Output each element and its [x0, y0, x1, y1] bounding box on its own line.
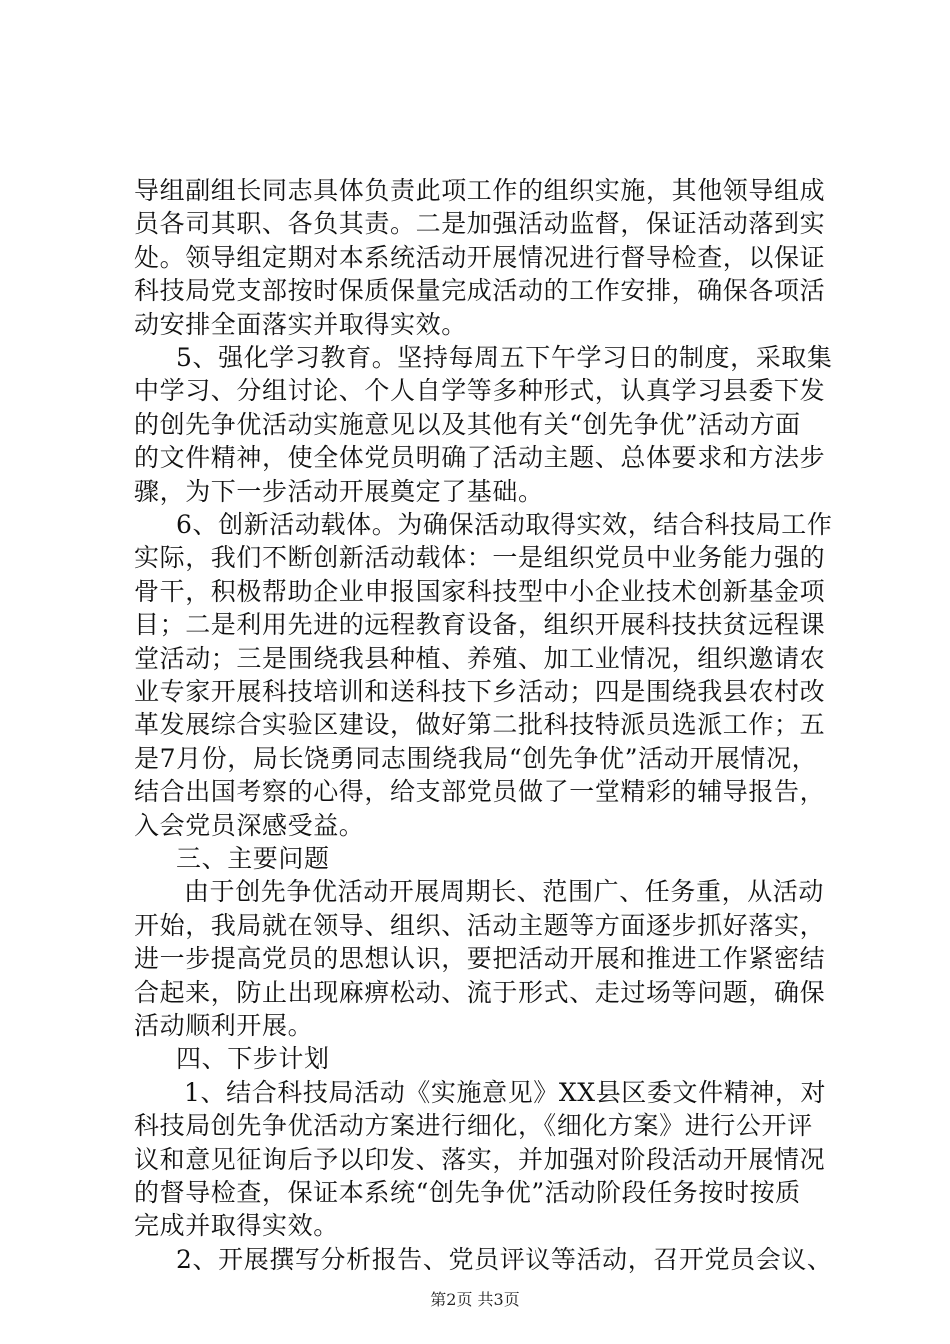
text-line: 处。领导组定期对本系统活动开展情况进行督导检查，以保证	[134, 243, 826, 272]
text-line: 进一步提高党员的思想认识，要把活动开展和推进工作紧密结	[134, 944, 826, 973]
text-line: 完成并取得实效。	[134, 1211, 339, 1240]
text-line: 动安排全面落实并取得实效。	[134, 310, 467, 339]
text-line: 骨干，积极帮助企业申报国家科技型中小企业技术创新基金项	[134, 577, 826, 606]
text-line: 员各司其职、各负其责。二是加强活动监督，保证活动落到实	[134, 209, 826, 238]
text-line: 由于创先争优活动开展周期长、范围广、任务重，从活动	[184, 877, 825, 906]
text-line: 议和意见征询后予以印发、落实，并加强对阶段活动开展情况	[134, 1145, 826, 1174]
text-line: 业专家开展科技培训和送科技下乡活动；四是围绕我县农村改	[134, 677, 826, 706]
text-line: 的文件精神，使全体党员明确了活动主题、总体要求和方法步	[134, 443, 826, 472]
section-heading: 四、下步计划	[176, 1044, 330, 1073]
text-line: 1、结合科技局活动《实施意见》XX县区委文件精神，对	[184, 1078, 827, 1107]
text-line: 活动顺利开展。	[134, 1011, 314, 1040]
text-line: 是7月份，局长饶勇同志围绕我局“创先争优”活动开展情况，	[134, 744, 818, 773]
page-footer: 第2页 共3页	[430, 1290, 520, 1309]
text-line: 科技局党支部按时保质保量完成活动的工作安排，确保各项活	[134, 276, 826, 305]
text-line: 合起来，防止出现麻痹松动、流于形式、走过场等问题，确保	[134, 978, 826, 1007]
text-line: 2、开展撰写分析报告、党员评议等活动，召开党员会议、	[176, 1245, 833, 1274]
text-line: 革发展综合实验区建设，做好第二批科技特派员选派工作；五	[134, 710, 826, 739]
text-line: 结合出国考察的心得，给支部党员做了一堂精彩的辅导报告，	[134, 777, 826, 806]
text-line: 骤，为下一步活动开展奠定了基础。	[134, 477, 544, 506]
section-heading: 三、主要问题	[176, 844, 330, 873]
text-line: 6、创新活动载体。为确保活动取得实效，结合科技局工作	[176, 510, 833, 539]
text-line: 中学习、分组讨论、个人自学等多种形式，认真学习县委下发	[134, 376, 826, 405]
text-line: 实际，我们不断创新活动载体：一是组织党员中业务能力强的	[134, 543, 826, 572]
text-line: 科技局创先争优活动方案进行细化，《细化方案》进行公开评	[134, 1111, 813, 1140]
text-line: 5、强化学习教育。坚持每周五下午学习日的制度，采取集	[176, 343, 833, 372]
text-line: 的创先争优活动实施意见以及其他有关“创先争优”活动方面	[134, 410, 801, 439]
text-line: 目；二是利用先进的远程教育设备，组织开展科技扶贫远程课	[134, 610, 826, 639]
text-line: 堂活动；三是围绕我县种植、养殖、加工业情况，组织邀请农	[134, 644, 826, 673]
text-line: 导组副组长同志具体负责此项工作的组织实施，其他领导组成	[134, 176, 826, 205]
text-line: 开始，我局就在领导、组织、活动主题等方面逐步抓好落实，	[134, 911, 826, 940]
text-line: 的督导检查，保证本系统“创先争优”活动阶段任务按时按质	[134, 1178, 801, 1207]
text-line: 入会党员深感受益。	[134, 811, 365, 840]
